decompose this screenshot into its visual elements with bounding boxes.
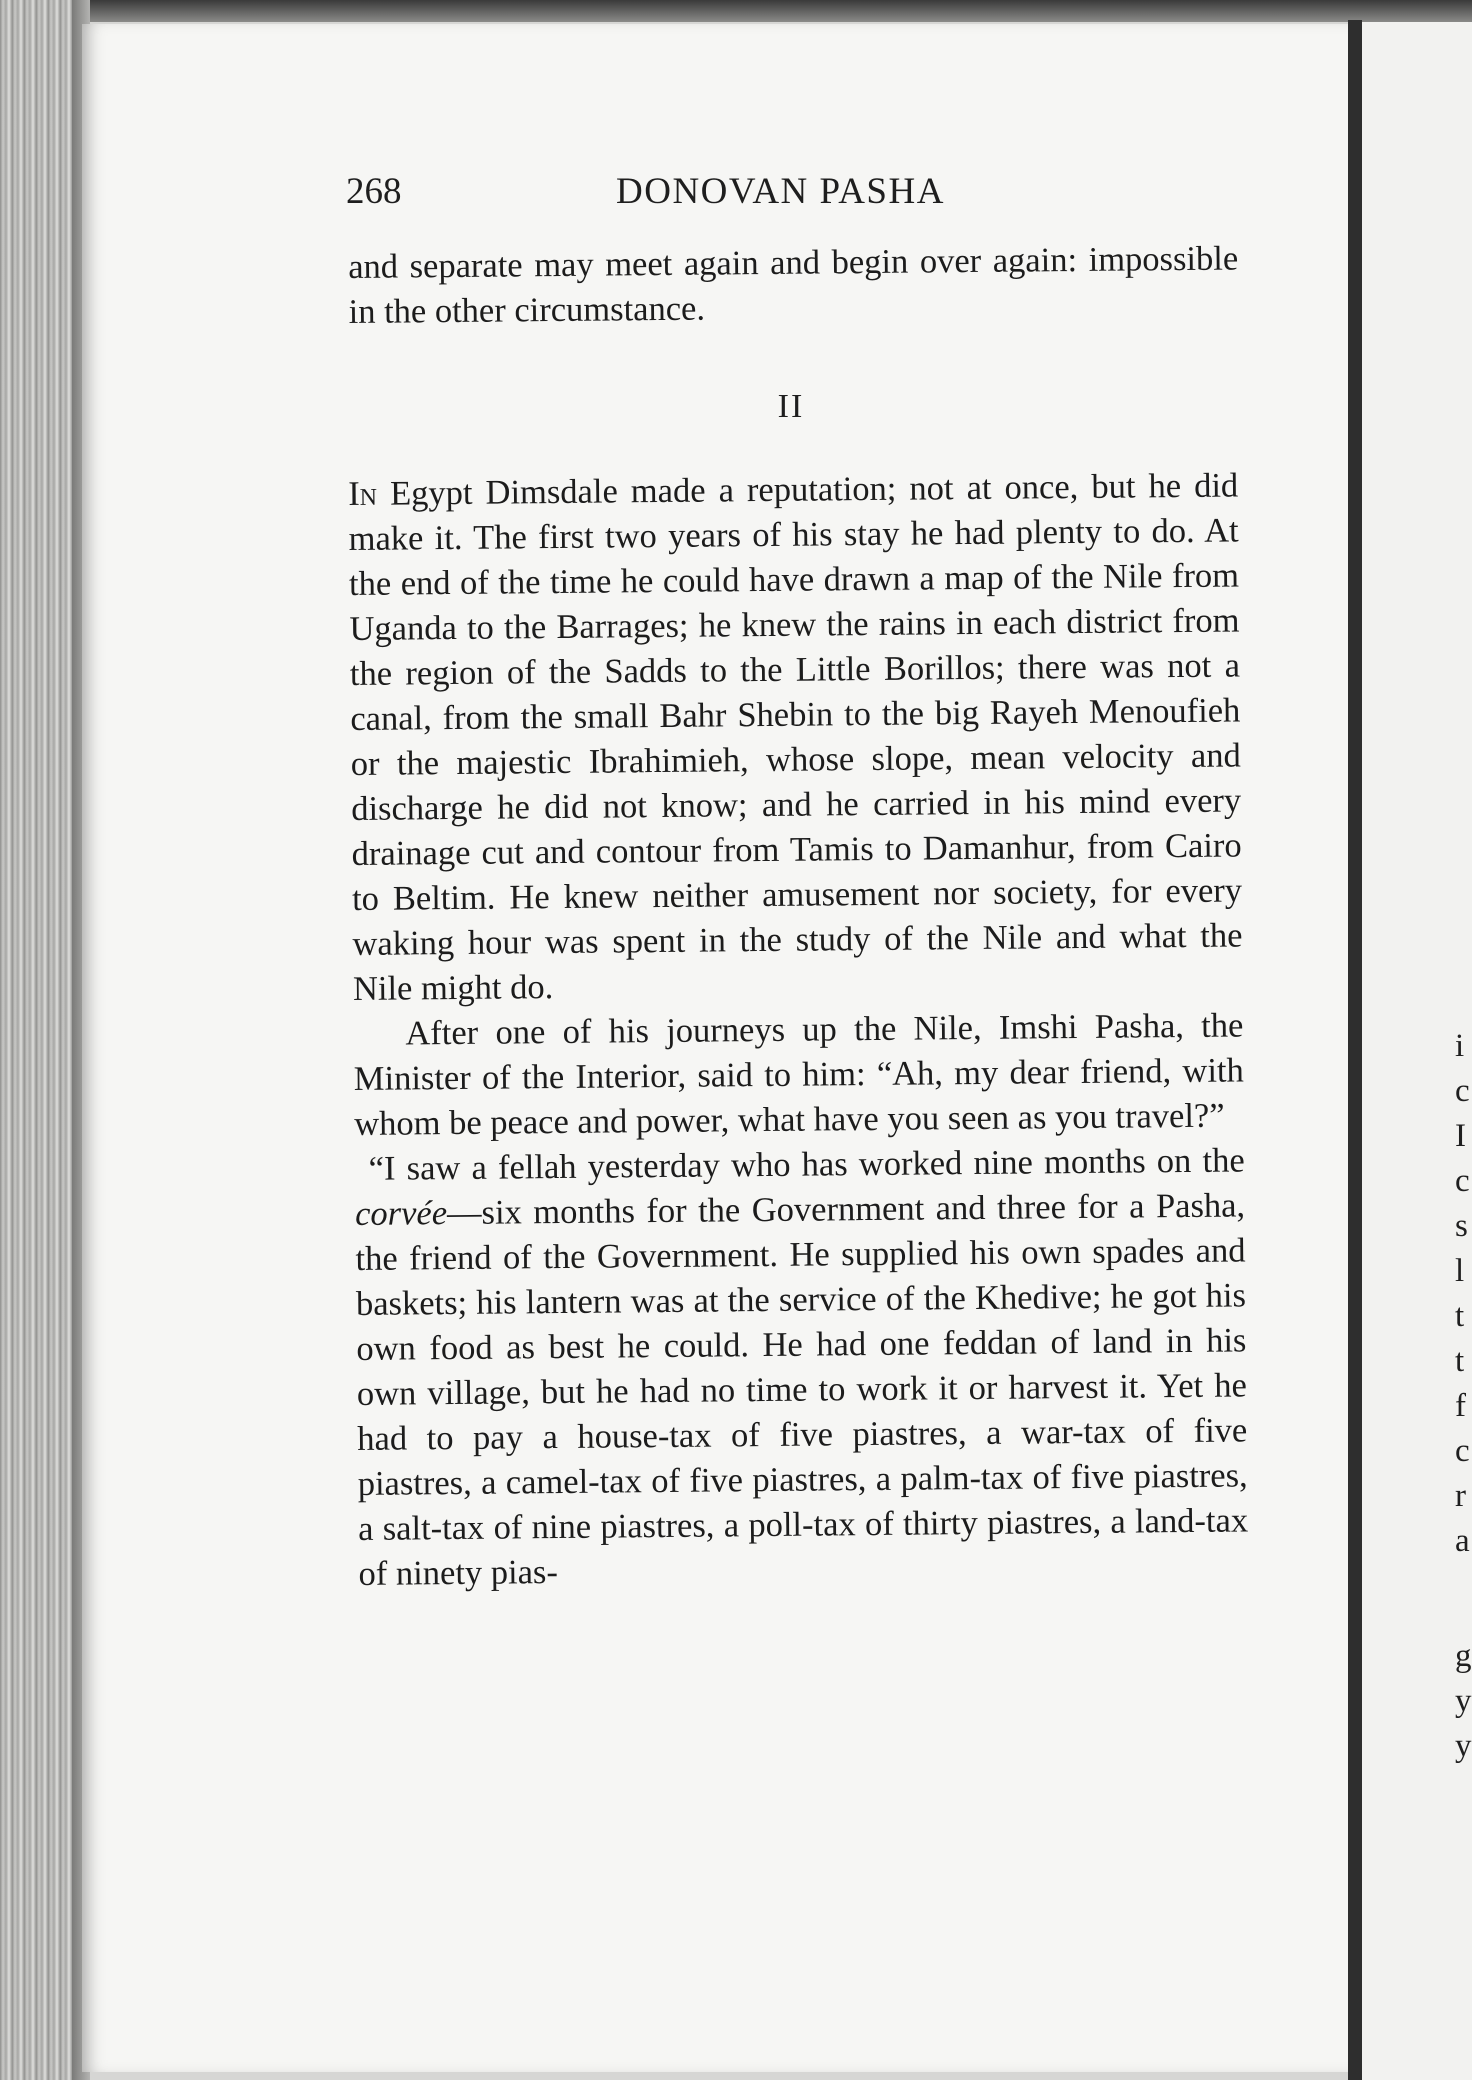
facing-page-fragment: I (1455, 1118, 1466, 1154)
paragraph-text: Egypt Dimsdale made a reputation; not at once, but he did make it. The first two years of his stay he had plenty to do. At the end of the time he could have drawn a map of the Nile from Uganda to the Barrages; he knew the rains in each district from the region of the Sadds to the Little Borillos; there was not a canal, from the small Bahr Shebin to the big Rayeh Menoufieh or the majestic Ibrahimieh, whose slope, mean velocity and discharge he did not know; and he carried in his mind every drainage cut and contour from Tamis to Damanhur, from Cairo to Beltim. He knew neither amusement nor society, for every waking hour was spent in the study of the Nile and what the Nile might do. (348, 466, 1243, 1008)
facing-page-fragment: c (1455, 1163, 1470, 1199)
paragraph-text: —six months for the Government and three for a Pasha, the friend of the Government. He supplied his own spades and baskets; his lantern was at the service of the Khedive; he got his own food as best he could. He had one feddan of land in his own village, but he had no time to work it or harvest it. Yet he had to pay a house-tax of five piastres, a war-tax of five piastres, a camel-tax of five piastres, a palm-tax of five piastres, a salt-tax of nine piastres, a poll-tax of thirty piastres, a land-tax of ninety pias- (355, 1186, 1249, 1593)
paragraph (348, 463, 1243, 1012)
paragraph: After one of his journeys up the Nile, Imshi Pasha, the Minister of the Interior, said to him: “Ah, my dear friend, with whom be peace and power, what have you seen as you travel?” (353, 1006, 1244, 1143)
facing-page-fragment: f (1455, 1388, 1466, 1424)
facing-page-fragment: g (1455, 1638, 1472, 1674)
facing-page-fragment: t (1455, 1298, 1465, 1334)
page-number: 268 (346, 171, 402, 212)
quote-opening: “I saw a fellah yesterday who has worked nine (368, 1143, 1034, 1188)
body-text (348, 463, 1249, 1596)
running-head: DONOVAN PASHA (616, 171, 945, 212)
book-gutter (1348, 20, 1362, 2080)
facing-page-fragment: t (1455, 1343, 1465, 1379)
italic-word: corvée (354, 1194, 448, 1233)
facing-page-fragment: c (1455, 1433, 1470, 1469)
facing-page-fragment: s (1455, 1208, 1468, 1244)
book-page-edges (0, 0, 90, 2080)
facing-page-fragment: c (1455, 1073, 1470, 1109)
section-heading: II (777, 388, 805, 425)
drop-word: In (348, 474, 378, 513)
facing-page-fragment: r (1455, 1478, 1466, 1514)
paragraph-continuation (348, 236, 1239, 335)
paragraph-text: months on the (1043, 1141, 1245, 1182)
facing-page-fragment: l (1455, 1253, 1465, 1289)
facing-page-fragment: i (1455, 1028, 1465, 1064)
facing-page-fragment: y (1455, 1683, 1472, 1719)
paragraph (354, 1138, 1248, 1597)
page-header (346, 170, 1246, 220)
facing-page-fragment: y (1455, 1728, 1472, 1764)
paragraph: and separate may meet again and begin over again: impossible in the other circumstance. (348, 239, 1239, 331)
top-edge (0, 0, 1472, 22)
facing-page-fragment: a (1455, 1523, 1470, 1559)
